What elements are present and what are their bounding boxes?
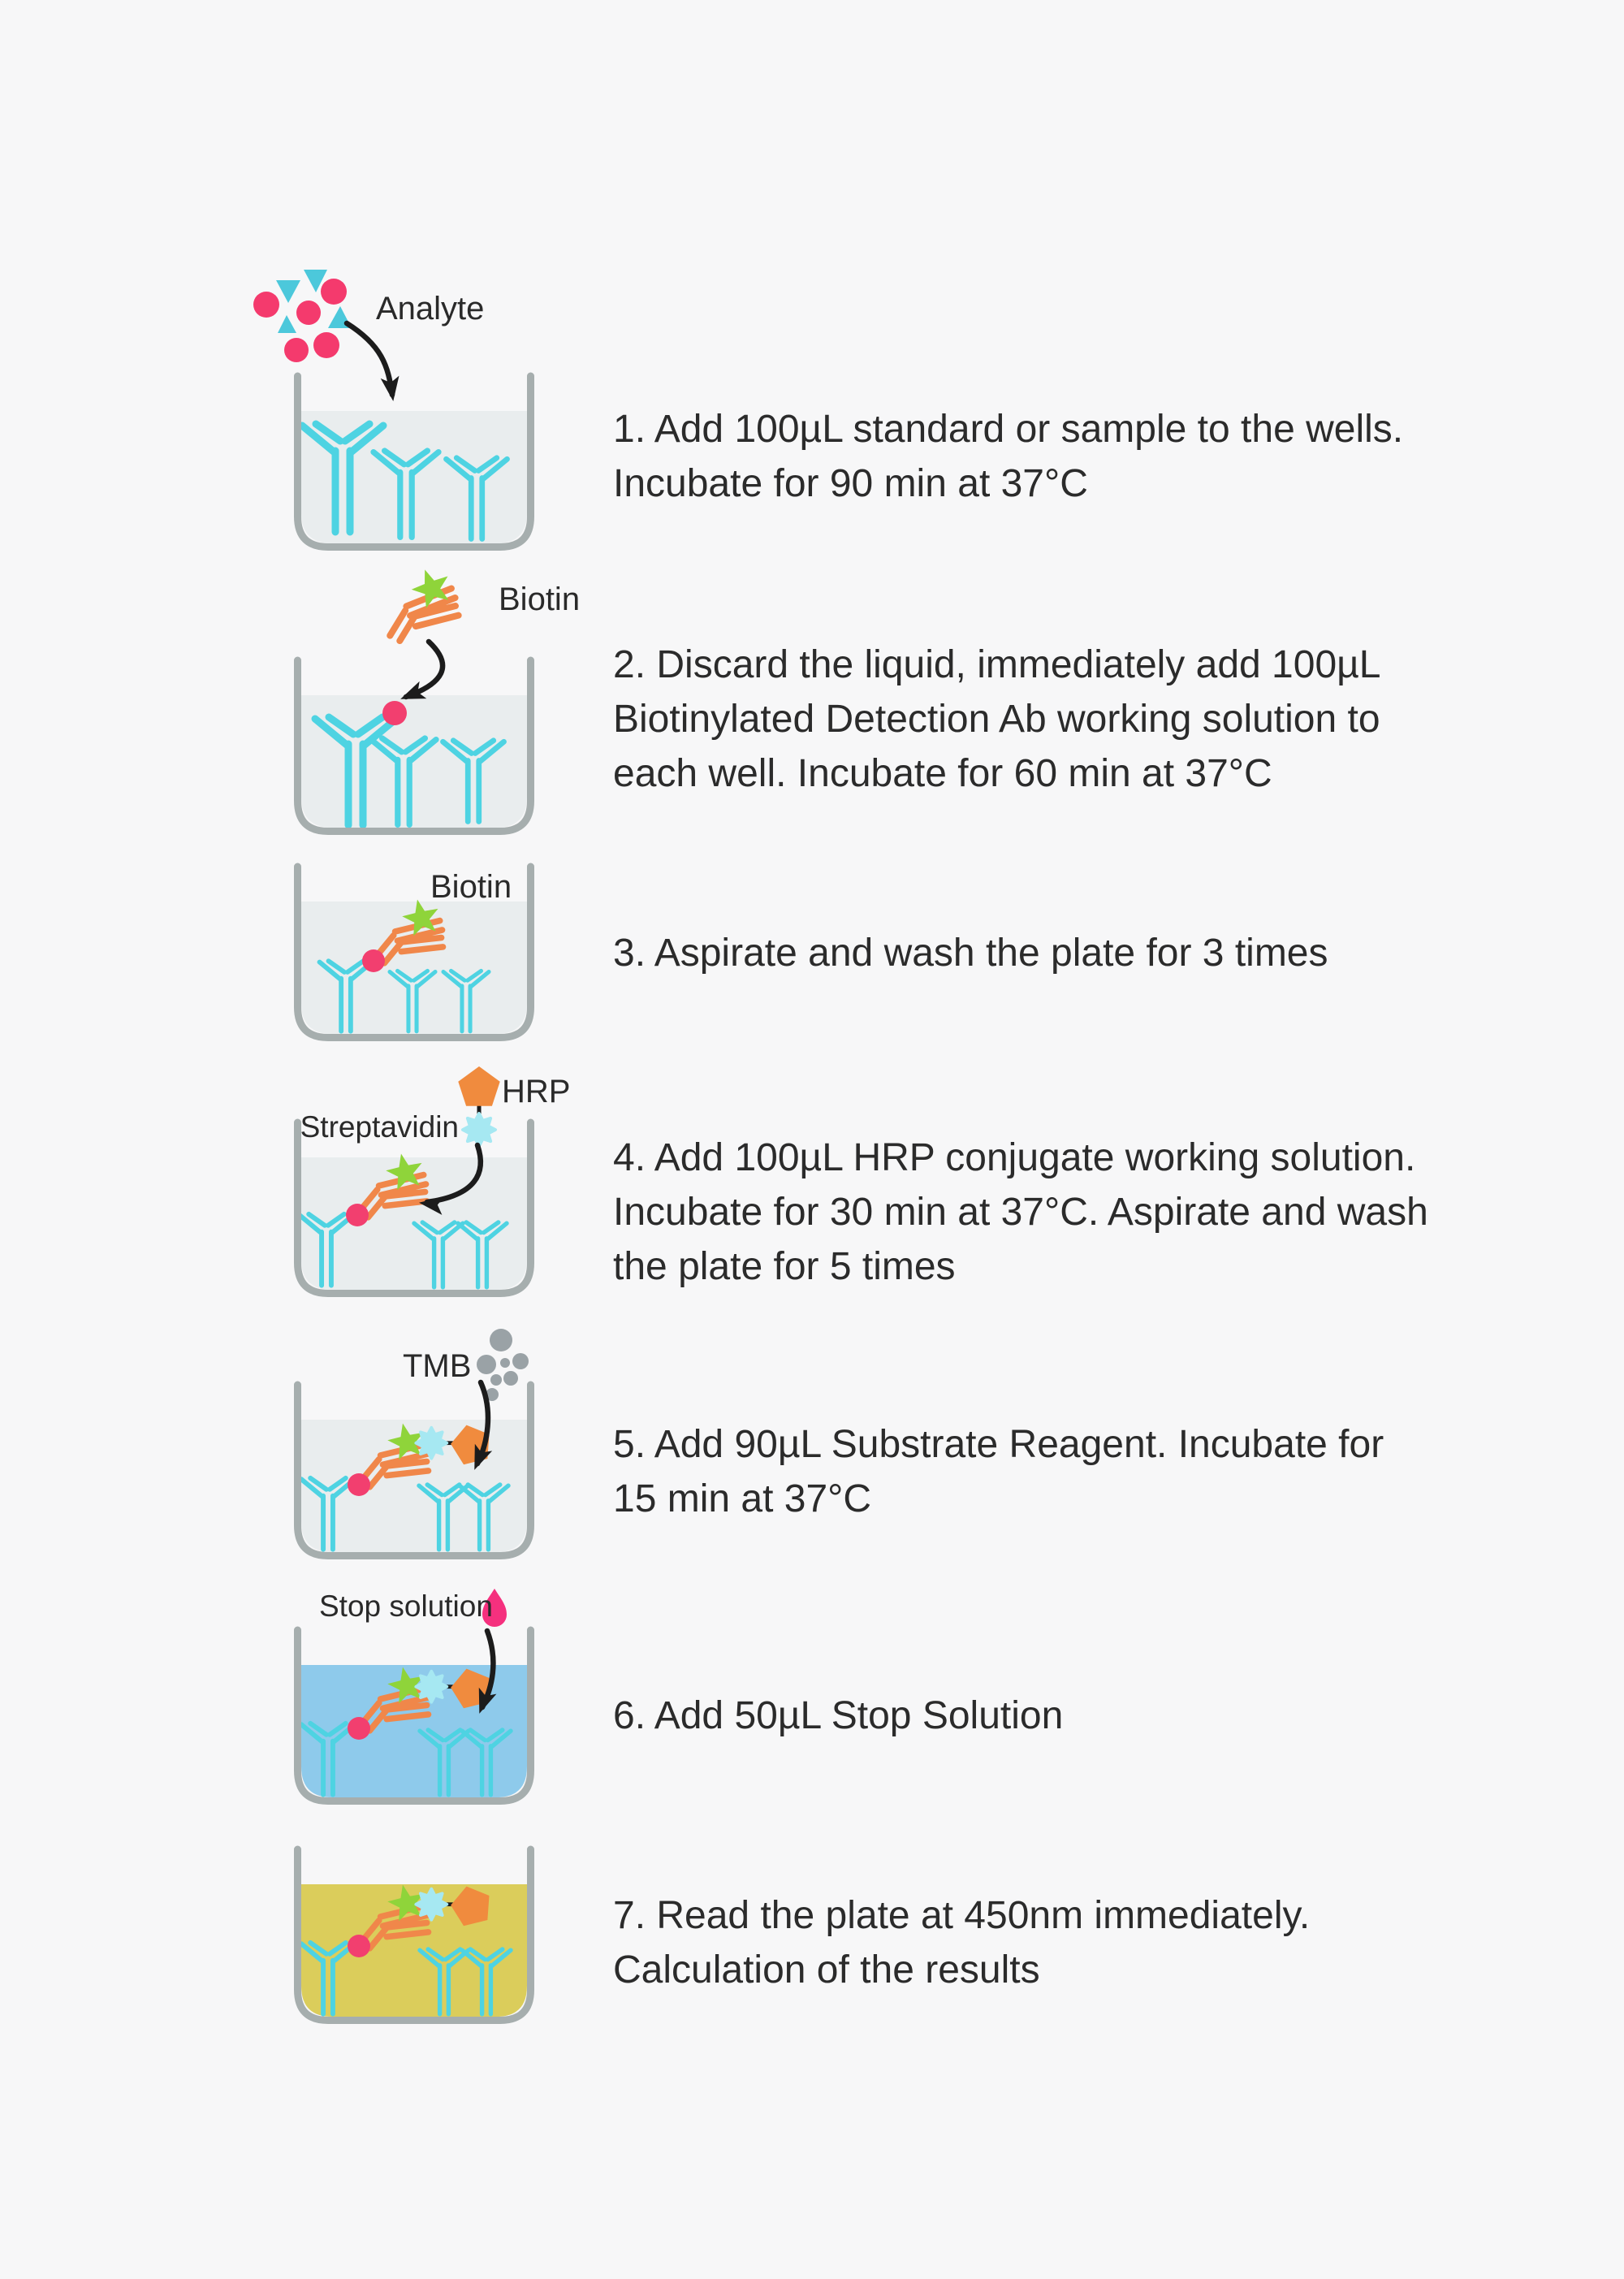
streptavidin-icon <box>463 1114 495 1146</box>
step-7-illustration <box>284 1842 544 2030</box>
step-line: 1. Add 100µL standard or sample to the wells. <box>613 408 1404 451</box>
tmb-label: TMB <box>403 1348 472 1384</box>
hrp-label: HRP <box>502 1074 571 1109</box>
biotin-label-step3: Biotin <box>430 869 512 905</box>
step-line: 5. Add 90µL Substrate Reagent. Incubate for <box>613 1423 1384 1466</box>
step-line: the plate for 5 times <box>613 1245 956 1288</box>
analyte-dot <box>348 1473 370 1496</box>
analyte-dot <box>346 1204 369 1226</box>
step-line: 4. Add 100µL HRP conjugate working solution. <box>613 1136 1416 1179</box>
step-line: Incubate for 90 min at 37°C <box>613 462 1088 505</box>
step-line: 15 min at 37°C <box>613 1477 872 1520</box>
step-text-3 <box>613 926 1587 980</box>
step-line: Incubate for 30 min at 37°C. Aspirate and wash <box>613 1191 1428 1234</box>
step-text-5 <box>613 1417 1587 1526</box>
analyte-cluster-icon <box>253 270 352 362</box>
analyte-label: Analyte <box>376 291 485 326</box>
analyte-dot <box>362 949 385 972</box>
streptavidin-label: Streptavidin <box>300 1110 459 1144</box>
step-line: Calculation of the results <box>613 1948 1040 1991</box>
analyte-dot <box>382 701 407 725</box>
step-text-1 <box>613 402 1587 511</box>
step-line: 6. Add 50µL Stop Solution <box>613 1694 1064 1737</box>
step-line: 3. Aspirate and wash the plate for 3 times <box>613 932 1328 975</box>
analyte-dot <box>348 1935 370 1957</box>
step-text-2 <box>613 638 1587 801</box>
streptavidin-hrp-conjugate <box>458 1066 499 1146</box>
step-line: Biotinylated Detection Ab working solution to <box>613 698 1380 741</box>
hrp-pentagon-icon <box>458 1066 499 1106</box>
falling-detection-antibody <box>381 562 460 642</box>
biotin-label-step2: Biotin <box>499 582 581 617</box>
stop-solution-label: Stop solution <box>319 1589 493 1623</box>
analyte-dot <box>348 1717 370 1740</box>
step-text-7 <box>613 1888 1587 1997</box>
step-text-4 <box>613 1131 1587 1294</box>
step-line: 2. Discard the liquid, immediately add 100µL <box>613 643 1381 686</box>
step-text-6 <box>613 1689 1587 1743</box>
pour-arrow <box>347 323 403 403</box>
step-line: 7. Read the plate at 450nm immediately. <box>613 1894 1311 1937</box>
step-line: each well. Incubate for 60 min at 37°C <box>613 752 1272 795</box>
